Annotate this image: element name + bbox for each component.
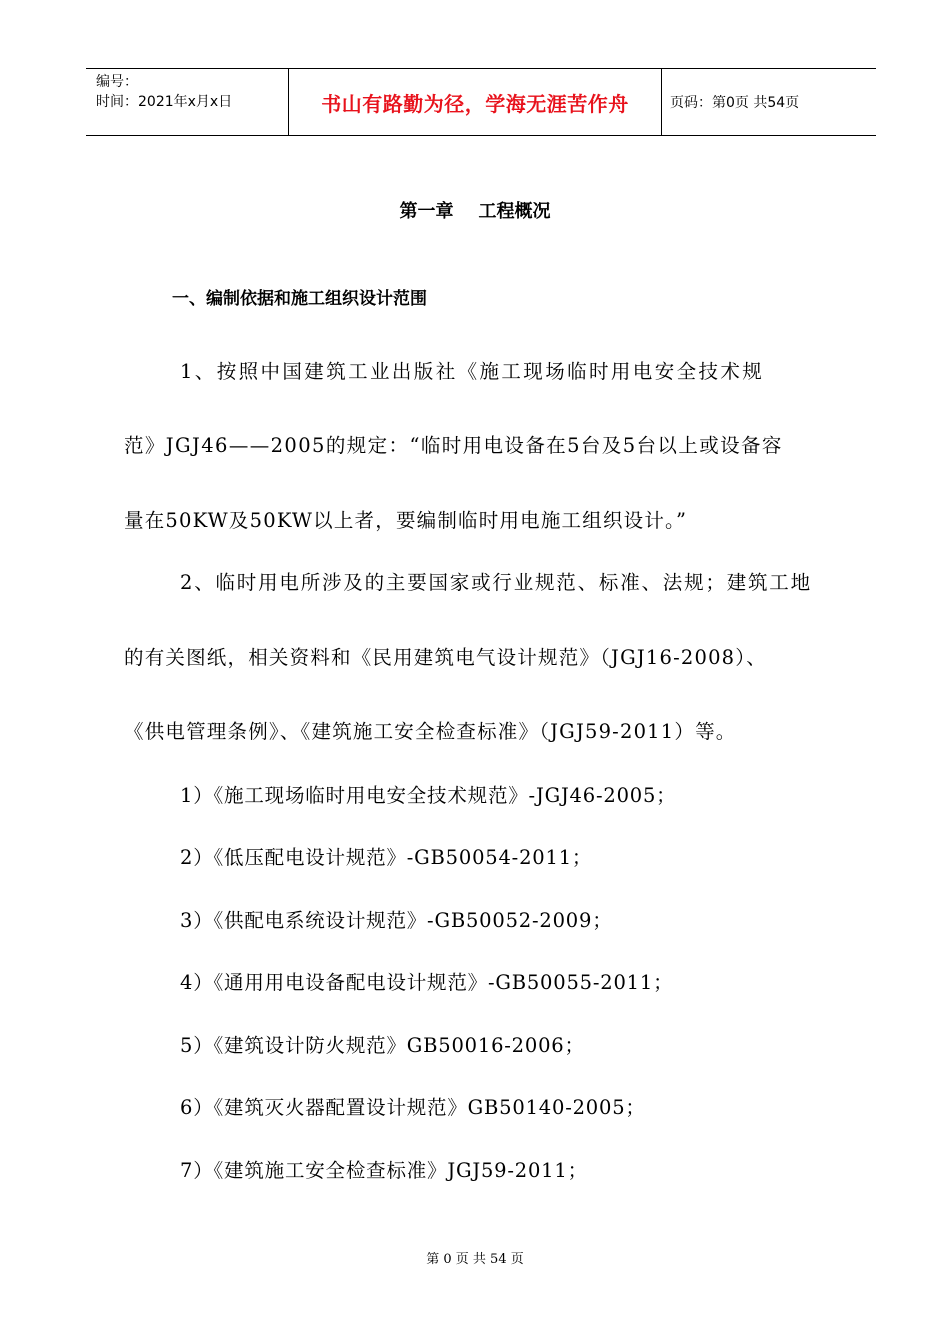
header-meta-cell <box>86 69 288 135</box>
page-footer: 第 0 页 共 54 页 <box>426 1252 524 1267</box>
paragraph-2-line: 《供电管理条例》、《建筑施工安全检查标准》（JGJ59-2011）等。 <box>124 720 737 743</box>
document-number-label: 编号： <box>96 74 138 90</box>
header-page-code: 页码：第0页 共54页 <box>670 95 800 111</box>
paragraph-1-line: 量在50KW及50KW以上者，要编制临时用电施工组织设计。” <box>124 509 688 532</box>
document-time-label: 时间：2021年x月x日 <box>96 94 233 110</box>
paragraph-2-line: 的有关图纸，相关资料和《民用建筑电气设计规范》（JGJ16-2008）、 <box>124 646 767 669</box>
standards-list-item: 3）《供配电系统设计规范》-GB50052-2009； <box>180 909 613 932</box>
standards-list-item: 5）《建筑设计防火规范》GB50016-2006； <box>180 1034 585 1057</box>
standards-list-item: 4）《通用用电设备配电设计规范》-GB50055-2011； <box>180 971 674 994</box>
page-header <box>86 68 876 136</box>
standards-list-item: 1）《施工现场临时用电安全技术规范》-JGJ46-2005； <box>180 784 677 807</box>
standards-list-item: 6）《建筑灭火器配置设计规范》GB50140-2005； <box>180 1096 646 1119</box>
section-title: 一、编制依据和施工组织设计范围 <box>172 289 427 309</box>
standards-list-item: 2）《低压配电设计规范》-GB50054-2011； <box>180 846 593 869</box>
standards-list-item: 7）《建筑施工安全检查标准》JGJ59-2011； <box>180 1159 588 1182</box>
chapter-title: 第一章 工程概况 <box>399 201 551 222</box>
paragraph-1-line: 1、按照中国建筑工业出版社《施工现场临时用电安全技术规 <box>180 360 765 383</box>
header-motto: 书山有路勤为径，学海无涯苦作舟 <box>288 69 662 135</box>
paragraph-2-line: 2、临时用电所涉及的主要国家或行业规范、标准、法规；建筑工地 <box>180 571 812 594</box>
paragraph-1-line: 范》JGJ46——2005的规定：“临时用电设备在5台及5台以上或设备容 <box>124 434 783 457</box>
